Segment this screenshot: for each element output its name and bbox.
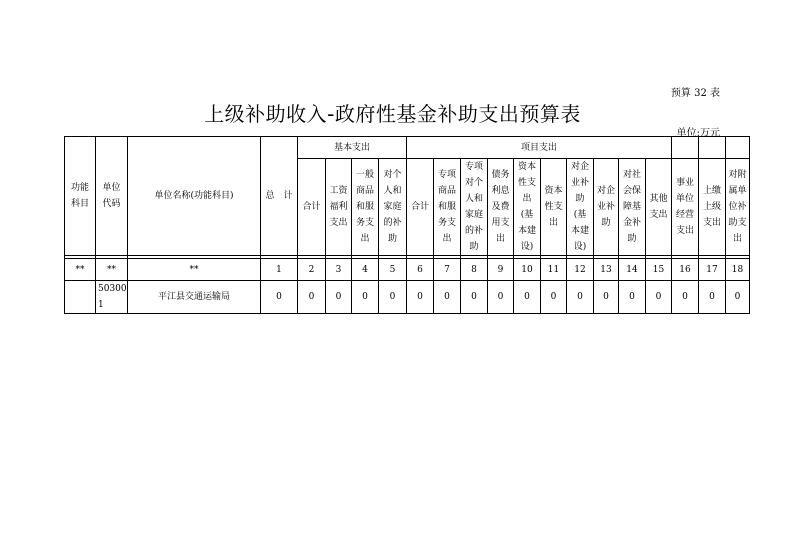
- header-other-spacer: [672, 137, 699, 159]
- table-cell: 12: [567, 259, 594, 281]
- header-project-social-security: 对社会保障基金补助: [619, 159, 646, 256]
- table-cell: 平江县交通运输局: [128, 281, 261, 314]
- table-cell: 0: [298, 281, 326, 314]
- table-cell: 4: [352, 259, 379, 281]
- table-cell: 17: [699, 259, 726, 281]
- table-cell: 0: [672, 281, 699, 314]
- header-project: 项目支出: [407, 137, 672, 159]
- table-cell: 10: [514, 259, 541, 281]
- header-basic-total: 合计: [298, 159, 326, 256]
- table-cell: 0: [352, 281, 379, 314]
- header-unit-code: 单位代码: [96, 137, 128, 256]
- header-business-operation: 事业单位经营支出: [672, 159, 699, 256]
- budget-table: [64, 136, 750, 314]
- table-cell: 13: [594, 259, 619, 281]
- header-unit-name: 单位名称(功能科目): [128, 137, 261, 256]
- table-cell: **: [128, 259, 261, 281]
- table-cell: 0: [699, 281, 726, 314]
- table-cell: 0: [514, 281, 541, 314]
- header-project-personal: 专项对个人和家庭的补助: [461, 159, 488, 256]
- table-cell: 3: [326, 259, 352, 281]
- table-row: [65, 281, 750, 314]
- table-cell: 18: [726, 259, 750, 281]
- header-project-capital-construction: 资本性支出(基本建设): [514, 159, 541, 256]
- table-cell: 0: [619, 281, 646, 314]
- header-other-spacer: [726, 137, 750, 159]
- table-cell: [65, 281, 96, 314]
- header-project-capital: 资本性支出: [541, 159, 567, 256]
- table-cell: 8: [461, 259, 488, 281]
- table-cell: 0: [541, 281, 567, 314]
- header-project-debt: 债务利息及费用支出: [488, 159, 514, 256]
- page-title: 上级补助收入-政府性基金补助支出预算表: [204, 102, 581, 126]
- table-cell: 0: [407, 281, 434, 314]
- table-cell: 0: [726, 281, 750, 314]
- header-project-enterprise-construction: 对企业补助(基本建设): [567, 159, 594, 256]
- table-cell: 1: [261, 259, 298, 281]
- header-basic-goods: 一般商品和服务支出: [352, 159, 379, 256]
- table-cell: 0: [434, 281, 461, 314]
- table-cell: 15: [646, 259, 672, 281]
- header-affiliate-subsidy: 对附属单位补助支出: [726, 159, 750, 256]
- header-basic-personal: 对个人和家庭的补助: [379, 159, 407, 256]
- table-cell: 2: [298, 259, 326, 281]
- table-cell: 7: [434, 259, 461, 281]
- table-cell: 0: [567, 281, 594, 314]
- table-cell: 16: [672, 259, 699, 281]
- header-project-other: 其他支出: [646, 159, 672, 256]
- unit-label: 单位:万元: [676, 128, 720, 139]
- header-func-subject: 功能科目: [65, 137, 96, 256]
- header-project-goods: 专项商品和服务支出: [434, 159, 461, 256]
- index-row: [65, 259, 750, 281]
- header-basic-salary: 工资福利支出: [326, 159, 352, 256]
- table-cell: 9: [488, 259, 514, 281]
- table-cell: 503001: [96, 281, 128, 314]
- header-project-enterprise: 对企业补助: [594, 159, 619, 256]
- table-cell: 11: [541, 259, 567, 281]
- table-cell: 0: [326, 281, 352, 314]
- header-remit-superior: 上缴上级支出: [699, 159, 726, 256]
- header-total: 总 计: [261, 137, 298, 256]
- header-project-total: 合计: [407, 159, 434, 256]
- header-other-spacer: [699, 137, 726, 159]
- table-cell: 14: [619, 259, 646, 281]
- table-cell: 6: [407, 259, 434, 281]
- table-cell: **: [96, 259, 128, 281]
- table-cell: 0: [594, 281, 619, 314]
- table-cell: 0: [379, 281, 407, 314]
- table-cell: 0: [646, 281, 672, 314]
- table-number: 预算 32 表: [670, 88, 720, 99]
- table-cell: **: [65, 259, 96, 281]
- table-cell: 0: [261, 281, 298, 314]
- header-basic: 基本支出: [298, 137, 407, 159]
- table-cell: 5: [379, 259, 407, 281]
- table-cell: 0: [461, 281, 488, 314]
- table-cell: 0: [488, 281, 514, 314]
